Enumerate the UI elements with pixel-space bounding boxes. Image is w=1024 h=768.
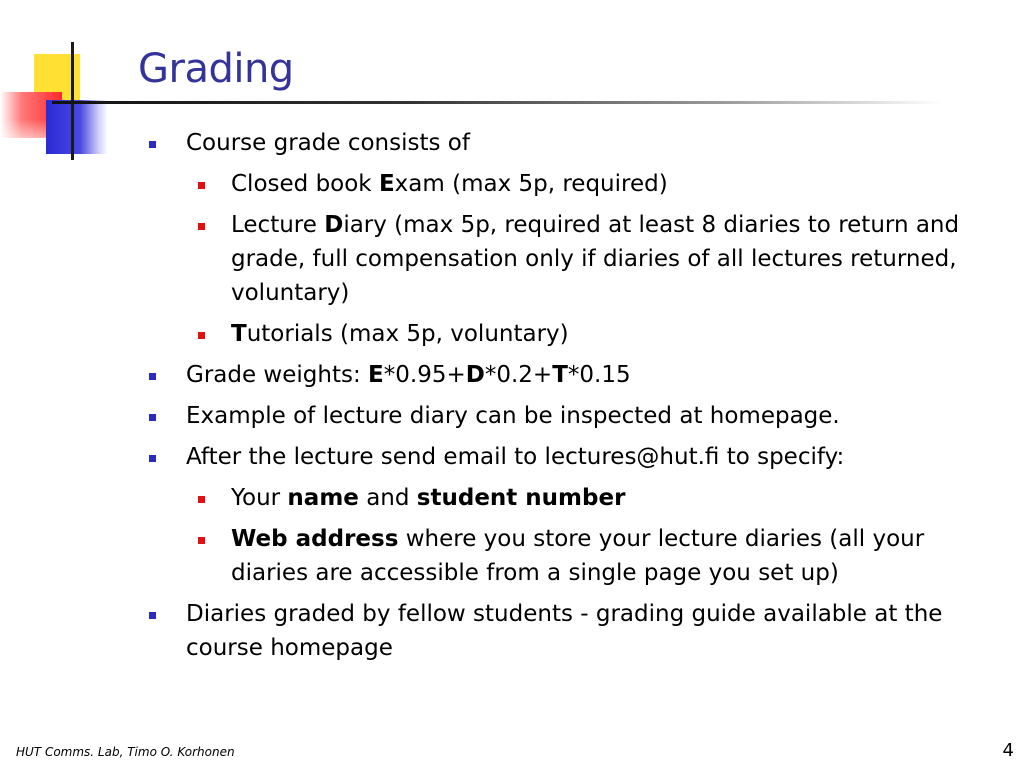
bullet-marker-level2 xyxy=(198,537,205,544)
bullet-marker-level2 xyxy=(198,332,205,339)
bullet-marker-level1 xyxy=(149,455,156,462)
text-run: Example of lecture diary can be inspected at homepage. xyxy=(186,403,840,429)
text-run: Lecture xyxy=(231,212,325,238)
sub-bullet-item xyxy=(231,167,1001,201)
bold-text: student number xyxy=(416,485,626,511)
bold-text: T xyxy=(552,362,568,388)
bullet-item xyxy=(186,126,1016,160)
text-run: *0.95+ xyxy=(383,362,466,388)
bullet-item xyxy=(186,440,1016,474)
bullet-marker-level2 xyxy=(198,496,205,503)
title-underline xyxy=(52,101,942,104)
sub-bullet-item xyxy=(231,522,1001,590)
text-run: Closed book xyxy=(231,171,379,197)
sub-bullet-item xyxy=(231,481,1001,515)
bold-text: D xyxy=(465,362,485,388)
bullet-item xyxy=(186,399,1016,433)
text-run: iary (max 5p, required at least 8 diaries to return and grade, full compensation only if diaries of all lectures returned, voluntary) xyxy=(231,212,960,306)
text-run: where you store your lecture diaries (all your diaries are accessible from a single page you set up) xyxy=(231,526,925,586)
bullet-item xyxy=(186,597,1016,665)
text-run: After the lecture send email to lectures@hut.fi to specify: xyxy=(186,444,845,470)
bullet-item xyxy=(186,358,1016,392)
bullet-marker-level1 xyxy=(149,414,156,421)
text-run: *0.15 xyxy=(567,362,631,388)
text-run: and xyxy=(358,485,417,511)
text-run: *0.2+ xyxy=(484,362,553,388)
text-run: Grade weights: xyxy=(186,362,369,388)
bullet-marker-level1 xyxy=(149,612,156,619)
slide-title: Grading xyxy=(138,46,294,92)
text-run: xam (max 5p, required) xyxy=(394,171,668,197)
bullet-marker-level1 xyxy=(149,141,156,148)
slide-footer: HUT Comms. Lab, Timo O. Korhonen xyxy=(16,745,235,759)
text-run: Course grade consists of xyxy=(186,130,470,156)
bullet-marker-level2 xyxy=(198,182,205,189)
page-number: 4 xyxy=(1002,740,1014,761)
bold-text: name xyxy=(287,485,359,511)
corner-decoration xyxy=(0,0,160,170)
bold-text: T xyxy=(231,321,247,347)
bold-text: E xyxy=(368,362,384,388)
bold-text: Web address xyxy=(231,526,399,552)
bullet-marker-level2 xyxy=(198,223,205,230)
bullet-marker-level1 xyxy=(149,373,156,380)
text-run: utorials (max 5p, voluntary) xyxy=(246,321,569,347)
bold-text: D xyxy=(324,212,344,238)
text-run: Diaries graded by fellow students - grading guide available at the course homepage xyxy=(186,601,943,661)
sub-bullet-item xyxy=(231,208,1001,310)
text-run: Your xyxy=(231,485,288,511)
bold-text: E xyxy=(378,171,395,197)
sub-bullet-item xyxy=(231,317,1001,351)
blue-square xyxy=(46,100,108,154)
